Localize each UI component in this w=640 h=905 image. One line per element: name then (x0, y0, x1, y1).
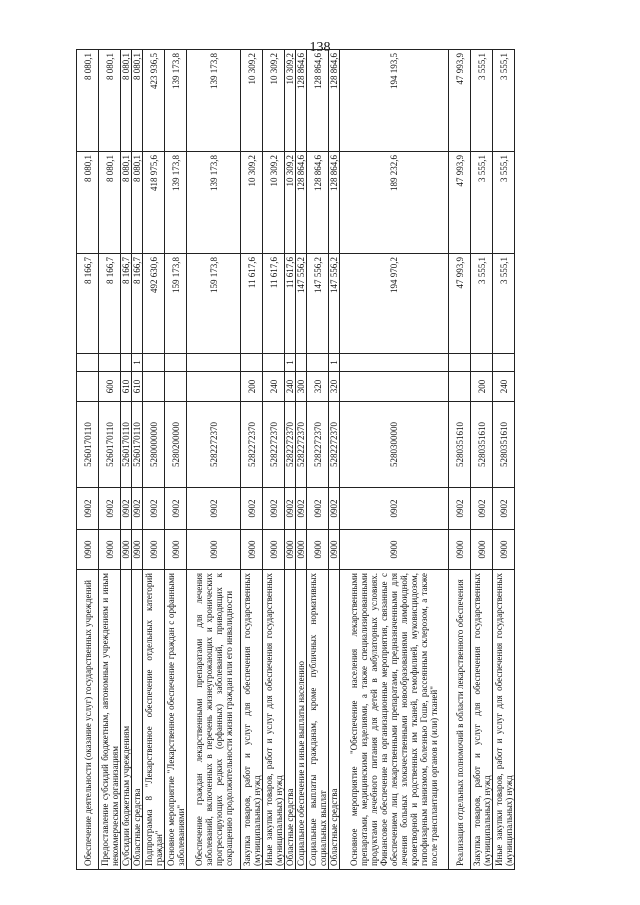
expense-type-cell: 200 (471, 372, 493, 402)
amount-year-2-cell: 10 309,2 (263, 152, 285, 254)
expense-type-cell (165, 372, 187, 402)
amount-year-3-cell: 139 173,8 (165, 50, 187, 152)
row-name-cell: Реализация отдельных полномочий в области лекарственного обеспечения (449, 570, 471, 870)
section-code-cell: 0902 (449, 488, 471, 530)
amount-year-1-cell: 159 173,8 (187, 254, 241, 354)
target-article-cell: 5280000000 (143, 402, 165, 488)
row-name-cell: Социальные выплаты гражданам, кроме публичных нормативных социальных выплат (307, 570, 329, 870)
amount-year-2-cell: 128 864,6 (296, 152, 307, 254)
table-row (143, 50, 165, 870)
row-name-cell: Областные средства (132, 570, 143, 870)
target-article-cell: 5282272370 (296, 402, 307, 488)
table-row (471, 50, 493, 870)
ministry-code-cell: 0900 (132, 530, 143, 570)
amount-year-2-cell: 3 555,1 (471, 152, 493, 254)
table-row (132, 50, 143, 870)
target-article-cell: 5282272370 (187, 402, 241, 488)
table-row (241, 50, 263, 870)
expense-type-cell: 300 (296, 372, 307, 402)
funding-source-cell (340, 354, 449, 372)
amount-year-2-cell: 128 864,6 (307, 152, 329, 254)
amount-year-3-cell: 8 080,1 (77, 50, 99, 152)
amount-year-1-cell: 8 166,7 (121, 254, 132, 354)
target-article-cell: 5280351610 (449, 402, 471, 488)
amount-year-1-cell: 194 970,2 (340, 254, 449, 354)
row-name-cell: Закупка товаров, работ и услуг для обеспечения государственных (муниципальных) нужд (471, 570, 493, 870)
amount-year-2-cell: 47 993,9 (449, 152, 471, 254)
amount-year-1-cell: 492 630,6 (143, 254, 165, 354)
row-name-cell: Областные средства (285, 570, 296, 870)
ministry-code-cell: 0900 (307, 530, 329, 570)
expense-type-cell (449, 372, 471, 402)
expense-type-cell: 610 (132, 372, 143, 402)
amount-year-3-cell: 10 309,2 (241, 50, 263, 152)
amount-year-1-cell: 11 617,6 (263, 254, 285, 354)
amount-year-3-cell: 3 555,1 (493, 50, 515, 152)
funding-source-cell (296, 354, 307, 372)
amount-year-3-cell: 139 173,8 (187, 50, 241, 152)
section-code-cell: 0902 (241, 488, 263, 530)
ministry-code-cell: 0900 (143, 530, 165, 570)
ministry-code-cell: 0900 (99, 530, 121, 570)
ministry-code-cell: 0900 (329, 530, 340, 570)
section-code-cell: 0902 (165, 488, 187, 530)
table-row (296, 50, 307, 870)
funding-source-cell (165, 354, 187, 372)
section-code-cell: 0902 (187, 488, 241, 530)
target-article-cell: 5282272370 (285, 402, 296, 488)
funding-source-cell (263, 354, 285, 372)
amount-year-2-cell: 8 080,1 (99, 152, 121, 254)
funding-source-cell (241, 354, 263, 372)
amount-year-2-cell: 139 173,8 (165, 152, 187, 254)
row-name-cell: Областные средства (329, 570, 340, 870)
amount-year-2-cell: 139 173,8 (187, 152, 241, 254)
row-name-cell: Основное мероприятие "Лекарственное обеспечение граждан с орфанными заболеваниями" (165, 570, 187, 870)
target-article-cell: 5282272370 (307, 402, 329, 488)
section-code-cell: 0902 (132, 488, 143, 530)
ministry-code-cell: 0900 (493, 530, 515, 570)
amount-year-3-cell: 3 555,1 (471, 50, 493, 152)
ministry-code-cell: 0900 (449, 530, 471, 570)
table-row (263, 50, 285, 870)
section-code-cell: 0902 (471, 488, 493, 530)
funding-source-cell (77, 354, 99, 372)
section-code-cell: 0902 (307, 488, 329, 530)
target-article-cell: 5260170110 (121, 402, 132, 488)
target-article-cell: 5282272370 (241, 402, 263, 488)
row-name-cell: Закупка товаров, работ и услуг для обеспечения государственных (муниципальных) нужд (241, 570, 263, 870)
amount-year-2-cell: 10 309,2 (285, 152, 296, 254)
amount-year-3-cell: 10 309,2 (263, 50, 285, 152)
amount-year-3-cell: 10 309,2 (285, 50, 296, 152)
amount-year-3-cell: 128 864,6 (296, 50, 307, 152)
ministry-code-cell: 0900 (263, 530, 285, 570)
amount-year-3-cell: 8 080,1 (121, 50, 132, 152)
amount-year-1-cell: 159 173,8 (165, 254, 187, 354)
target-article-cell: 5260170110 (132, 402, 143, 488)
amount-year-1-cell: 8 166,7 (99, 254, 121, 354)
amount-year-1-cell: 8 166,7 (77, 254, 99, 354)
amount-year-2-cell: 189 232,6 (340, 152, 449, 254)
funding-source-cell (449, 354, 471, 372)
amount-year-2-cell: 8 080,1 (77, 152, 99, 254)
ministry-code-cell: 0900 (296, 530, 307, 570)
ministry-code-cell: 0900 (241, 530, 263, 570)
amount-year-3-cell: 8 080,1 (99, 50, 121, 152)
row-name-cell: Подпрограмма 8 "Лекарственное обеспечение отдельных категорий граждан" (143, 570, 165, 870)
amount-year-2-cell: 3 555,1 (493, 152, 515, 254)
section-code-cell: 0902 (77, 488, 99, 530)
ministry-code-cell: 0900 (285, 530, 296, 570)
table-row (329, 50, 340, 870)
amount-year-1-cell: 11 617,6 (241, 254, 263, 354)
amount-year-1-cell: 147 556,2 (296, 254, 307, 354)
table-row (121, 50, 132, 870)
expense-type-cell: 600 (99, 372, 121, 402)
table-row (340, 50, 449, 870)
amount-year-2-cell: 10 309,2 (241, 152, 263, 254)
target-article-cell: 5280300000 (340, 402, 449, 488)
funding-source-cell (187, 354, 241, 372)
target-article-cell: 5282272370 (329, 402, 340, 488)
amount-year-1-cell: 47 993,9 (449, 254, 471, 354)
target-article-cell: 5280200000 (165, 402, 187, 488)
row-name-cell: Обеспечение граждан лекарственными препаратами для лечения заболеваний, включенных в перечень жизнеугрожающих и хронических прогрессирующих редких (орфанных) заболеваний, приводящих к сокращению продолжительности жизни граждан или его инвалидности (187, 570, 241, 870)
ministry-code-cell: 0900 (187, 530, 241, 570)
expense-type-cell (340, 372, 449, 402)
expense-type-cell: 200 (241, 372, 263, 402)
amount-year-3-cell: 194 193,5 (340, 50, 449, 152)
expense-type-cell: 320 (329, 372, 340, 402)
amount-year-1-cell: 3 555,1 (493, 254, 515, 354)
row-name-cell: Основное мероприятие "Обеспечение населения лекарственными препаратами, медицинскими изделиями, а также специализированными продуктами лечебного питания для детей в амбулаторных условиях. Финансовое обеспечение на организационные мероприятия, связанные с обеспечением лиц лекарственными препаратами, предназначенными для лечения больных злокачественными новообразованиями лимфоидной, кроветворной и родственных им тканей, гемофилией, муковисцидозом, гипофизарным нанизмом, болезнью Гоше, рассеянным склерозом, а также после трансплантации органов и (или) тканей" (340, 570, 449, 870)
amount-year-1-cell: 3 555,1 (471, 254, 493, 354)
amount-year-1-cell: 147 556,2 (307, 254, 329, 354)
amount-year-1-cell: 8 166,7 (132, 254, 143, 354)
table-row (187, 50, 241, 870)
budget-table-wrapper (76, 50, 564, 870)
amount-year-2-cell: 418 975,6 (143, 152, 165, 254)
row-name-cell: Иные закупки товаров, работ и услуг для обеспечения государственных (муниципальных) нужд (263, 570, 285, 870)
table-row (77, 50, 99, 870)
target-article-cell: 5280351610 (493, 402, 515, 488)
section-code-cell: 0902 (296, 488, 307, 530)
budget-table-body (77, 50, 515, 870)
funding-source-cell (471, 354, 493, 372)
table-row (307, 50, 329, 870)
section-code-cell: 0902 (263, 488, 285, 530)
expense-type-cell: 240 (493, 372, 515, 402)
funding-source-cell: 1 (285, 354, 296, 372)
ministry-code-cell: 0900 (165, 530, 187, 570)
ministry-code-cell: 0900 (77, 530, 99, 570)
funding-source-cell: 1 (132, 354, 143, 372)
amount-year-3-cell: 128 864,6 (329, 50, 340, 152)
section-code-cell: 0902 (121, 488, 132, 530)
amount-year-1-cell: 147 556,2 (329, 254, 340, 354)
target-article-cell: 5282272370 (263, 402, 285, 488)
amount-year-2-cell: 128 864,6 (329, 152, 340, 254)
amount-year-3-cell: 423 936,5 (143, 50, 165, 152)
section-code-cell: 0902 (143, 488, 165, 530)
row-name-cell: Предоставление субсидий бюджетным, автономным учреждениям и иным некоммерческим организациям (99, 570, 121, 870)
expense-type-cell: 320 (307, 372, 329, 402)
amount-year-2-cell: 8 080,1 (132, 152, 143, 254)
amount-year-1-cell: 11 617,6 (285, 254, 296, 354)
section-code-cell: 0902 (285, 488, 296, 530)
row-name-cell: Субсидии бюджетным учреждениям (121, 570, 132, 870)
funding-source-cell (307, 354, 329, 372)
table-row (449, 50, 471, 870)
table-row (285, 50, 296, 870)
funding-source-cell (143, 354, 165, 372)
ministry-code-cell: 0900 (471, 530, 493, 570)
row-name-cell: Иные закупки товаров, работ и услуг для обеспечения государственных (муниципальных) нужд (493, 570, 515, 870)
amount-year-3-cell: 128 864,6 (307, 50, 329, 152)
page-number: 138 (309, 40, 331, 55)
target-article-cell: 5280351610 (471, 402, 493, 488)
section-code-cell: 0902 (340, 488, 449, 530)
expense-type-cell (77, 372, 99, 402)
expense-type-cell (187, 372, 241, 402)
amount-year-3-cell: 47 993,9 (449, 50, 471, 152)
section-code-cell: 0902 (329, 488, 340, 530)
expense-type-cell (143, 372, 165, 402)
expense-type-cell: 240 (285, 372, 296, 402)
table-row (493, 50, 515, 870)
funding-source-cell (493, 354, 515, 372)
budget-table (76, 49, 515, 870)
expense-type-cell: 240 (263, 372, 285, 402)
funding-source-cell (99, 354, 121, 372)
section-code-cell: 0902 (493, 488, 515, 530)
section-code-cell: 0902 (99, 488, 121, 530)
funding-source-cell (121, 354, 132, 372)
row-name-cell: Обеспечение деятельности (оказание услуг) государственных учреждений (77, 570, 99, 870)
table-row (165, 50, 187, 870)
table-row (99, 50, 121, 870)
amount-year-3-cell: 8 080,1 (132, 50, 143, 152)
row-name-cell: Социальное обеспечение и иные выплаты населению (296, 570, 307, 870)
target-article-cell: 5260170110 (77, 402, 99, 488)
amount-year-2-cell: 8 080,1 (121, 152, 132, 254)
ministry-code-cell: 0900 (340, 530, 449, 570)
ministry-code-cell: 0900 (121, 530, 132, 570)
funding-source-cell: 1 (329, 354, 340, 372)
expense-type-cell: 610 (121, 372, 132, 402)
target-article-cell: 5260170110 (99, 402, 121, 488)
